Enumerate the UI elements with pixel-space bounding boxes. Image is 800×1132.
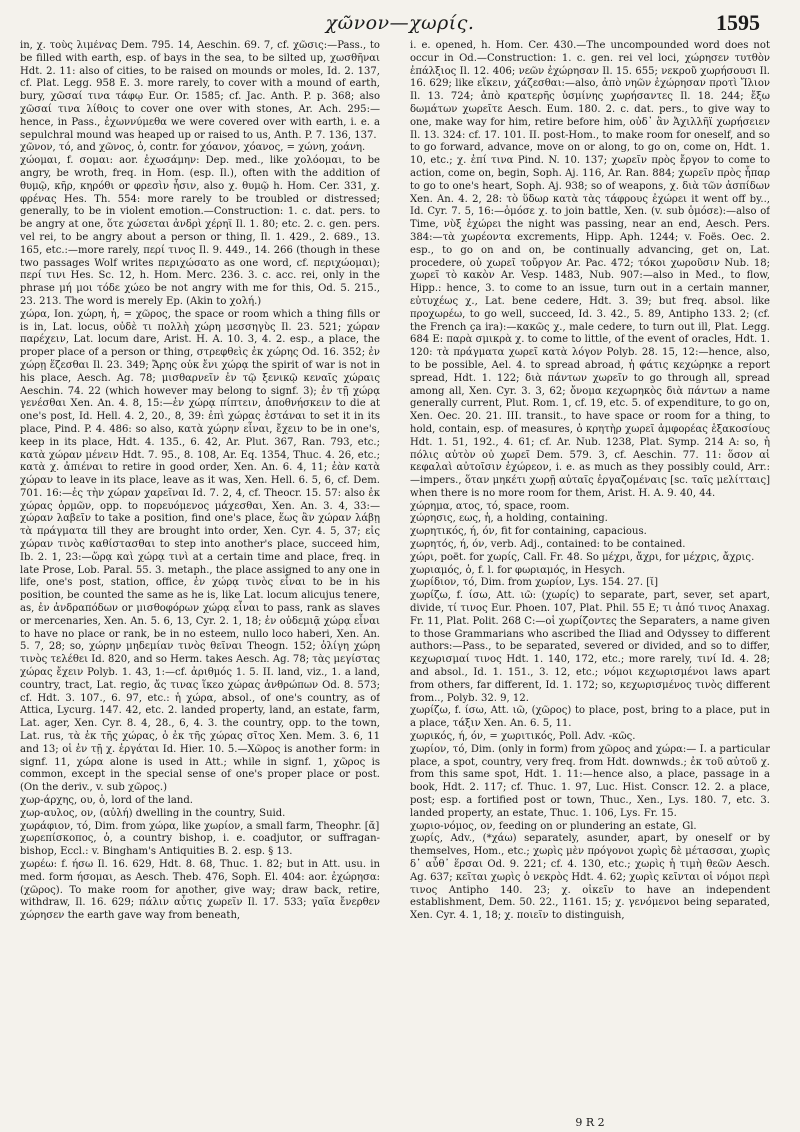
dictionary-entry: χωριο-νόμος, ον, feeding on or plundering an estate, Gl. — [410, 820, 697, 832]
dictionary-entry: χωρίζω, f. ίσω, Att. ιῶ, (χῶρος) to place, post, bring to a place, put in a place, τάξιν Xen. An. 6. 5, 11. — [410, 705, 770, 730]
running-head — [0, 10, 800, 38]
dictionary-entry: χωράφιον, τό, Dim. from χώρα, like χωρίον, a small farm, Theophr. [ᾰ] — [20, 820, 380, 832]
dictionary-entry: χῶνον, τό, and χῶνος, ὁ, contr. for χόανον, χόανος, = χώνη, χοάνη. — [20, 142, 366, 154]
dictionary-entry: χωρητός, ή, όν, verb. Adj., contained: to be contained. — [410, 539, 686, 551]
dictionary-entry: χώρημα, ατος, τό, space, room. — [410, 500, 570, 512]
left-column — [20, 40, 380, 1118]
dictionary-entry: χώρα, Ion. χώρη, ἡ, = χῶρος, the space or room which a thing fills or is in, Lat. locus, οὐδὲ τι πολλὴ χώρη μεσσηγὺς Il. 23. 521; χώραν παρέχειν, Lat. locum dare, Arist. H. A. 10. 3, 4. 2. esp., a place, the proper place of a person or thing, στρεφθεὶς ἐκ χώρης Od. 16. 352; ἐν χώρῃ ἕζεσθαι Il. 23. 349; Ἄρης οὐκ ἔνι χώρᾳ the spirit of war is not in his place, Aesch. Ag. 78; μισθαρνεῖν ἐν τῷ ξενικῷ κεναῖς χώραις Aeschin. 74. 22 (which however may belong to signf. 3); ἐν τῇ χώρᾳ γενέσθαι Xen. An. 4. 8, 15:—ἐν χώρᾳ πίπτειν, ἀποθνήσκειν to die at one's post, Id. Hell. 4. 2, 20., 8, 39: ἐπὶ χώρας ἑστάναι to set it in its place, Pind. P. 4. 486: so also, κατὰ χώρην εἶναι, ἔχειν to be in one's, keep in its place, Hdt. 4. 135., 6. 42, Ar. Plut. 367, Ran. 793, etc.; κατὰ χώραν μένειν Hdt. 7. 95., 8. 108, Ar. Eq. 1354, Thuc. 4. 26, etc.; κατὰ χ. ἀπιέναι to retire in good order, Xen. An. 6. 4, 11; ἐὰν κατὰ χώραν to leave in its place, leave as it was, Xen. Hell. 6. 5, 6, cf. Dem. 701. 16:—ἐς τὴν χώραν χαρεῖναι Id. 7. 2, 4, cf. Theocr. 15. 57: also ἐκ χώρας ὁρμῶν, opp. to πορευόμενος μάχεσθαι, Xen. An. 3. 4, 33:—χώραν λαβεῖν to take a position, find one's place, ἕως ἂν χώραν λάβῃ τὰ πράγματα till they are brought into order, Xen. Cyr. 4. 5, 37; εἰς χώραν τινὸς καθίστασθαι to step into another's place, succeed him, Ib. 2. 1, 23:—ὥρᾳ καὶ χώρᾳ τινὶ at a certain time and place, freq. in late Prose, Lob. Paral. 55. 3. metaph., the place assigned to any one in life, one's post, station, office, ἐν χώρᾳ τινὸς εἶναι to be in his position, be counted the same as he is, like Lat. locum alicujus tenere, as, ἐν ἀνδραπόδων or μισθοφόρων χώρᾳ εἶναι to pass, rank as slaves or mercenaries, Xen. An. 5. 6, 13, Cyr. 2. 1, 18; ἐν οὐδεμιᾷ χώρᾳ εἶναι to have no place or rank, be in no esteem, nullo loco haberi, Xen. An. 5. 7, 28; so, χώρην μηδεμίαν τινὸς θεῖναι Theogn. 152; ὀλίγη χώρη τινὸς τελέθει Id. 820, and so Herm. takes Aesch. Ag. 78; τὰς μεγίστας χώρας ἔχειν Polyb. 1. 43, 1:—cf. ἀριθμός 1. 5. II. land, viz., 1. a land, country, tract, Lat. regio, ἄς τινας ἵκεο χώρας ἀνθρώπων Od. 8. 573; cf. Hdt. 3. 107., 6. 97, etc.: ἡ χώρα, absol., of one's country, as of Attica, Lycurg. 147. 42, etc. 2. landed property, land, an estate, farm, Lat. ager, Xen. Cyr. 8. 4, 28., 6, 4. 3. the country, opp. to the town, Lat. rus, τὰ ἐκ τῆς χώρας, ὁ ἐκ τῆς χώρας σῖτος Xen. Mem. 3. 6, 11 and 13; οἱ ἐν τῇ χ. ἐργάται Id. Hier. 10. 5.—Χῶρος is another form: in signf. 11, χώρα alone is used in Att.; while in signf. 1, χῶρος is common, except in the special sense of one's proper place or post. (On the deriv., v. sub χῶρος.) — [20, 308, 380, 794]
dictionary-entry: in, χ. τοὺς λιμένας Dem. 795. 14, Aeschin. 69. 7, cf. χῶσις:—Pass., to be filled with earth, esp. of bays in the sea, to be silted up, χωσθῆναι Hdt. 2. 11: also of cities, to be raised on mounds or moles, Id. 2. 137, cf. Plat. Legg. 958 E. 3. more rarely, to cover with a mound of earth, bury, χῶσαί τινα τάφῳ Eur. Or. 1585; cf. Jac. Anth. P. p. 368; also χῶσαί τινα λίθοις to cover one over with stones, Ar. Ach. 295:—hence, in Pass., ἐχωννύμεθα we were covered over with earth, i. e. a sepulchral mound was heaped up or raised to us, Anth. P. 7. 136, 137. — [20, 40, 380, 141]
dictionary-entry: χωρητικός, ή, όν, fit for containing, capacious. — [410, 526, 647, 538]
page-number: 1595 — [716, 10, 760, 35]
dictionary-entry: χώομαι, f. σομαι: aor. ἐχωσάμην: Dep. med., like χολόομαι, to be angry, be wroth, freq. in Hom. (esp. Il.), often with the addition of θυμῷ, κῆρ, κηρόθι or φρεσὶν ἧσιν, also χ. θυμῷ h. Hom. Cer. 331, χ. φρένας Hes. Th. 554: more rarely to be troubled or distressed; generally, to be in violent emotion.—Construction: 1. c. dat. pers. to be angry at one, ὅτε χώσεται ἀνδρὶ χέρηϊ Il. 1. 80; etc. 2. c. gen. pers. vel rei, to be angry about a person or thing, Il. 1. 429., 2. 689., 13. 165, etc.:—more rarely, περί τινος Il. 9. 449., 14. 266 (though in these two passages Wolf writes περιχώσατο as one word, cf. περιχώομαι); περί τινι Hes. Sc. 12, h. Hom. Merc. 236. 3. c. acc. rei, only in the phrase μή μοι τόδε χώεο be not angry with me for this, Od. 5. 215., 23. 213. The word is merely Ep. (Akin to χολή.) — [20, 155, 380, 307]
dictionary-entry: χωρέω: f. ήσω Il. 16. 629, Hdt. 8. 68, Thuc. 1. 82; but in Att. usu. in med. form ήσομαι, as Aesch. Theb. 476, Soph. El. 404: aor. ἐχώρησα: (χῶρος). To make room for another, give way; draw back, retire, withdraw, Il. 16. 629; πάλιν αὖτις χωρεῖν Il. 17. 533; γαῖα ἔνερθεν χώρησεν the earth gave way from beneath, — [20, 859, 380, 922]
dictionary-entry: χωρίς, Adv., (*χάω) separately, asunder, apart, by oneself or by themselves, Hom., etc.; χωρὶς μὲν πρόγονοι χωρὶς δὲ μέτασσαι, χωρὶς δ᾽ αὖθ᾽ ἕρσαι Od. 9. 221; cf. 4. 130, etc.; χωρὶς ἡ τιμὴ θεῶν Aesch. Ag. 637; κεῖται χωρὶς ὁ νεκρὸς Hdt. 4. 62; χωρὶς κεῖνται οἱ νόμοι περὶ τινος Antipho 140. 23; χ. οἰκεῖν to have an independent establishment, Dem. 50. 22., 1161. 15; χ. γενόμενοι being separated, Xen. Cyr. 4. 1, 18; χ. ποιεῖν to distinguish, — [410, 833, 770, 922]
dictionary-entry: χωρ-αυλος, ον, (αὐλή) dwelling in the country, Suid. — [20, 807, 286, 819]
dictionary-entry: χωρίζω, f. ίσω, Att. ιῶ: (χωρίς) to separate, part, sever, set apart, divide, τί τινος Eur. Phoen. 107, Plat. Phil. 55 E; τι ἀπό τινος Anaxag. Fr. 11, Plat. Polit. 268 C:—οἱ χωρίζοντες the Separaters, a name given to those Grammarians who ascribed the Iliad and Odyssey to different authors:—Pass., to be separated, severed or divided, and so to differ, κεχωρισμαί τινος Hdt. 1. 140, 172, etc.; more rarely, τινί Id. 4. 28; and absol., Id. 1. 151., 3. 12, etc.; νόμοι κεχωρισμένοι laws apart from others, far different, Id. 1. 172; so, κεχωρισμένος τινὸς different from.., Polyb. 32. 9, 12. — [410, 590, 770, 704]
dictionary-entry: χωριαμός, ὁ, f. l. for φωριαμός, in Hesych. — [410, 564, 626, 576]
dictionary-entry: i. e. opened, h. Hom. Cer. 430.—The uncompounded word does not occur in Od.—Construction: 1. c. gen. rei vel loci, χώρησεν τυτθὸν ἐπάλξιος Il. 12. 406; νεῶν ἐχώρησαν Il. 15. 655; νεκροῦ χωρήσουσι Il. 16. 629; like εἴκειν, χάζεσθαι:—also, ἀπὸ νηῶν ἐχώρησαν πρoτὶ Ἴλιον Il. 13. 724; ἀπὸ κρατερῆς ὑσμίνης χωρήσαντες Il. 18. 244; ἔξω δωμάτων χωρεῖτε Aesch. Eum. 180. 2. c. dat. pers., to give way to one, make way for him, retire before him, οὐδ᾽ ἂν Ἀχιλλῆϊ χωρήσειεν Il. 13. 324: cf. 17. 101. II. post-Hom., to make room for oneself, and so to go forward, advance, move on or along, to go on, come on, Hdt. 1. 10, etc.; χ. ἐπί τινα Pind. N. 10. 137; χωρεῖν πρὸς ἔργον to come to action, come on, begin, Soph. Aj. 116, Ar. Ran. 884; χωρεῖν πρὸς ἧπαρ to go to one's heart, Soph. Aj. 938; so of weapons, χ. διὰ τῶν ἀσπίδων Xen. An. 4. 2, 28: τὸ ὕδωρ κατὰ τὰς τάφρους ἐχώρει it went off by.., Id. Cyr. 7. 5, 16:—ὁμόσε χ. to join battle, Xen. (v. sub ὁμόσε):—also of Time, νὺξ ἐχώρει the night was passing, near an end, Aesch. Pers. 384:—τὰ χωρέοντα excrements, Hipp. Aph. 1244; v. Foës. Oec. 2. esp., to go on and on, be continually advancing, get on, Lat. procedere, οὐ χωρεῖ τοὔργον Ar. Pac. 472; τόκοι χωροῦσιν Nub. 18; χωρεῖ τὸ κακὸν Ar. Vesp. 1483, Nub. 907:—also in Med., to flow, Hipp.: hence, 3. to come to an issue, turn out in a certain manner, εὐτυχέως χ., Lat. bene cedere, Hdt. 3. 39; but freq. absol. like προχωρέω, to go well, succeed, Id. 3. 42., 5. 89, Antipho 133. 2; (cf. the French ça ira):—κακῶς χ., male cedere, to turn out ill, Plat. Legg. 684 E: παρὰ σμικρὰ χ. to come to little, of the event of oracles, Hdt. 1. 120: τὰ πράγματα χωρεῖ κατὰ λόγον Polyb. 28. 15, 12:—hence, also, to be possible, Ael. 4. to spread abroad, ἡ φάτις κεχώρηκε a report spread, Hdt. 1. 122; διὰ πάντων χωρεῖν to go through all, spread among all, Xen. Cyr. 3. 3, 62; ὄνομα κεχωρηκὸς διὰ πάντων a name generally current, Plut. Rom. 1, cf. 19, etc. 5. of expenditure, to go on, Xen. Oec. 20. 21. III. transit., to have space or room for a thing, to hold, contain, esp. of measures, ὁ κρητὴρ χωρεῖ ἀμφορέας ἑξακοσίους Hdt. 1. 51, 192., 4. 61; cf. Ar. Nub. 1238, Plat. Symp. 214 A: so, ἡ πόλις αὐτὸν οὐ χωρεῖ Dem. 579. 3, cf. Aeschin. 77. 11: ὅσον αἱ κεφαλαὶ αὐτοῖσιν ἐχώρεον, i. e. as much as they possibly could, Arr.:—impers., ὅταν μηκέτι χωρῇ αὐταῖς ἐργαζομέναις [sc. ταῖς μελίτταις] when there is no more room for them, Arist. H. A. 9. 40, 44. — [410, 40, 770, 499]
signature-mark: 9 R 2 — [575, 1116, 605, 1129]
dictionary-entry: χωρίον, τό, Dim. (only in form) from χῶρος and χώρα:— I. a particular place, a spot, country, very freq. from Hdt. downwds.; ἐκ τοῦ αὐτοῦ χ. from this same spot, Hdt. 1. 11:—hence also, a place, passage in a book, Hdt. 2. 117; cf. Thuc. 1. 97, Luc. Hist. Conscr. 12. 2. a place, post; esp. a fortified post or town, Thuc., Xen., Lys. 180. 7, etc. 3. landed property, an estate, Thuc. 1. 106, Lys. Fr. 15. — [410, 743, 770, 819]
running-head-words: χῶνον—χωρίς. — [325, 12, 475, 34]
dictionary-entry: χωρ-άρχης, ου, ὁ, lord of the land. — [20, 795, 193, 807]
dictionary-entry: χωρεπίσκοπος, ὁ, a country bishop, i. e. coadjutor, or suffragan-bishop, Eccl.: v. Bingham's Antiquities B. 2. esp. § 13. — [20, 833, 380, 858]
dictionary-entry: χωρικός, ή, όν, = χωριτικός, Poll. Adv. -κῶς. — [410, 731, 636, 743]
right-column — [410, 40, 770, 1118]
dictionary-entry: χώρησις, εως, ἡ, a holding, containing. — [410, 513, 608, 525]
dictionary-entry: χωρίδιον, τό, Dim. from χωρίον, Lys. 154. 27. [ῐ] — [410, 577, 659, 589]
dictionary-entry: χώρι, poët. for χωρίς, Call. Fr. 48. So μέχρι, ἄχρι, for μέχρις, ἄχρις. — [410, 551, 755, 563]
